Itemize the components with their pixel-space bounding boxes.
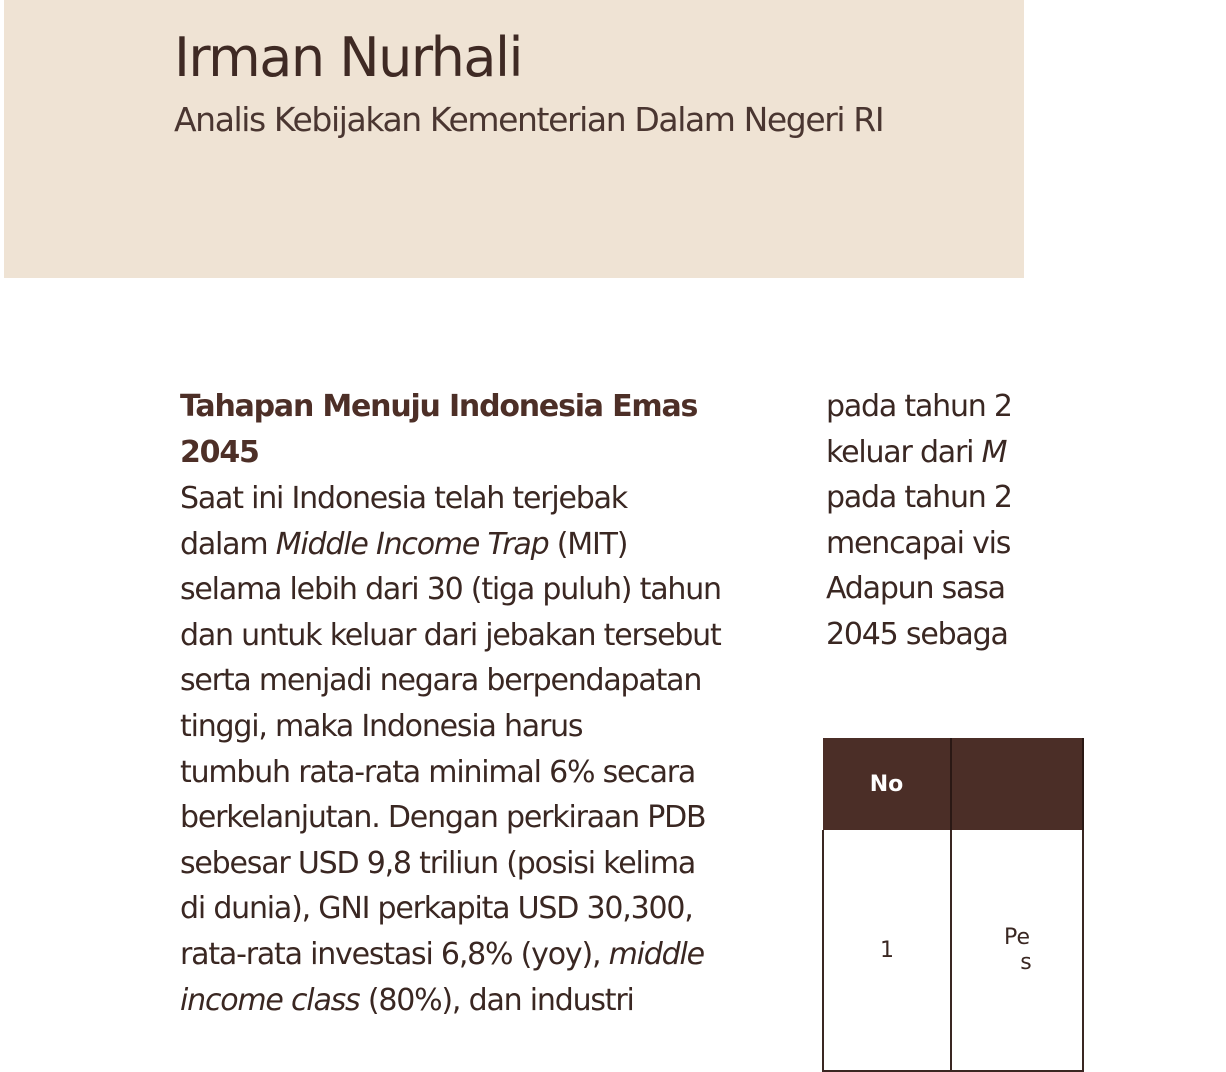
paragraph-line: serta menjadi negara berpendapatan xyxy=(180,663,702,699)
italic-term: M xyxy=(981,434,1007,470)
table-cell-text-line: Pe xyxy=(1003,925,1031,950)
paragraph-line xyxy=(180,522,780,568)
section-heading xyxy=(180,384,780,476)
table-cell xyxy=(951,830,1083,1071)
paragraph-line: dan untuk keluar dari jebakan tersebut xyxy=(180,617,721,653)
line-text: rata-rata investasi 6,8% (yoy), xyxy=(180,936,609,972)
line-text: (80%), dan industri xyxy=(359,982,634,1018)
line-text: (MIT) xyxy=(548,526,628,562)
italic-term: income class xyxy=(180,982,360,1018)
table-header-cell xyxy=(951,738,1083,830)
italic-term: Middle Income Trap xyxy=(275,526,549,562)
paragraph-line: mencapai vis xyxy=(826,525,1011,561)
table-header-no: No xyxy=(823,738,951,830)
targets-table xyxy=(822,738,1084,1072)
paragraph-line: tinggi, maka Indonesia harus xyxy=(180,708,583,744)
article-right-column xyxy=(826,384,1226,658)
line-text: keluar dari xyxy=(826,434,982,470)
paragraph-line: Saat ini Indonesia telah terjebak xyxy=(180,481,627,516)
line-text: dalam xyxy=(180,526,276,562)
paragraph-line: sebesar USD 9,8 triliun (posisi kelima xyxy=(180,845,696,881)
table-cell-text-line: s xyxy=(1020,950,1032,975)
article-left-column xyxy=(180,384,780,1023)
paragraph-line xyxy=(826,430,1226,476)
paragraph-line: pada tahun 2 xyxy=(826,389,1012,424)
paragraph-line xyxy=(180,978,780,1024)
paragraph-line: tumbuh rata-rata minimal 6% secara xyxy=(180,754,696,790)
paragraph-line: selama lebih dari 30 (tiga puluh) tahun xyxy=(180,572,721,608)
table-header-row xyxy=(823,738,1083,830)
section-heading-line-1: Tahapan Menuju Indonesia Emas xyxy=(180,389,698,424)
paragraph-line: pada tahun 2 xyxy=(826,480,1012,516)
paragraph-line: 2045 sebaga xyxy=(826,616,1008,652)
paragraph-line xyxy=(180,932,780,978)
table-row xyxy=(823,830,1083,1071)
author-name: Irman Nurhali xyxy=(174,26,522,89)
table-cell-no: 1 xyxy=(823,830,951,1071)
author-role: Analis Kebijakan Kementerian Dalam Negeri RI xyxy=(174,100,884,139)
italic-term: middle xyxy=(608,936,704,972)
paragraph-line: Adapun sasa xyxy=(826,571,1005,607)
paragraph-line: di dunia), GNI perkapita USD 30,300, xyxy=(180,891,693,927)
paragraph-line: berkelanjutan. Dengan perkiraan PDB xyxy=(180,800,706,836)
section-heading-line-2: 2045 xyxy=(180,435,259,470)
